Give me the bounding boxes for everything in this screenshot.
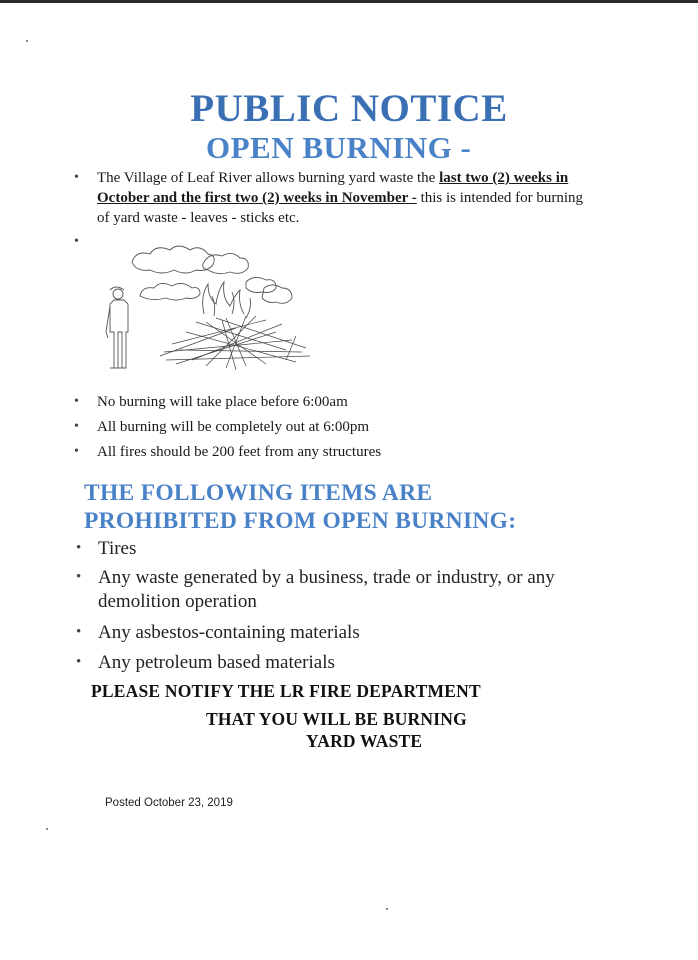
prohibited-item: Any asbestos-containing materials xyxy=(98,622,360,643)
rule-item: All fires should be 200 feet from any structures xyxy=(97,444,382,460)
page-subtitle: OPEN BURNING - xyxy=(206,130,472,165)
prohibited-item: Tires xyxy=(98,538,137,559)
scan-speck xyxy=(26,40,28,42)
bullet-dot-icon: • xyxy=(76,654,82,670)
intro-paragraph xyxy=(97,168,617,228)
intro-trail: this is intended for burning xyxy=(416,190,584,206)
prohibited-item: Any petroleum based materials xyxy=(98,652,335,673)
intro-last-line: of yard waste - leaves - sticks etc. xyxy=(97,210,300,226)
prohibited-heading-line2: PROHIBITED FROM OPEN BURNING: xyxy=(84,508,517,534)
intro-lead: The Village of Leaf River allows burning yard waste the xyxy=(97,170,440,186)
scan-speck xyxy=(386,908,388,910)
scan-speck xyxy=(46,828,48,830)
prohibited-heading xyxy=(84,479,644,535)
bullet-dot-icon: • xyxy=(74,234,79,249)
bullet-dot-icon: • xyxy=(74,444,79,459)
page-title: PUBLIC NOTICE xyxy=(190,87,508,130)
posted-date: Posted October 23, 2019 xyxy=(105,797,233,809)
prohibited-item-continued: demolition operation xyxy=(98,591,257,612)
notify-line3: YARD WASTE xyxy=(306,731,423,751)
bullet-dot-icon: • xyxy=(76,540,82,556)
rule-item: No burning will take place before 6:00am xyxy=(97,394,348,410)
notify-line1: PLEASE NOTIFY THE LR FIRE DEPARTMENT xyxy=(91,681,481,701)
prohibited-heading-line1: THE FOLLOWING ITEMS ARE xyxy=(84,480,433,506)
notify-line2: THAT YOU WILL BE BURNING xyxy=(206,709,467,729)
bullet-dot-icon: • xyxy=(74,170,79,185)
burn-period-line1: last two (2) weeks in xyxy=(439,170,569,186)
burn-period-line2: October and the first two (2) weeks in November - xyxy=(97,190,417,206)
page-top-edge xyxy=(0,0,698,3)
prohibited-item: Any waste generated by a business, trade or industry, or any xyxy=(98,567,555,588)
bullet-dot-icon: • xyxy=(76,569,82,585)
bullet-dot-icon: • xyxy=(76,624,82,640)
person-watching-fire-illustration xyxy=(96,232,328,384)
bullet-dot-icon: • xyxy=(74,419,79,434)
bullet-dot-icon: • xyxy=(74,394,79,409)
rule-item: All burning will be completely out at 6:00pm xyxy=(97,419,370,435)
